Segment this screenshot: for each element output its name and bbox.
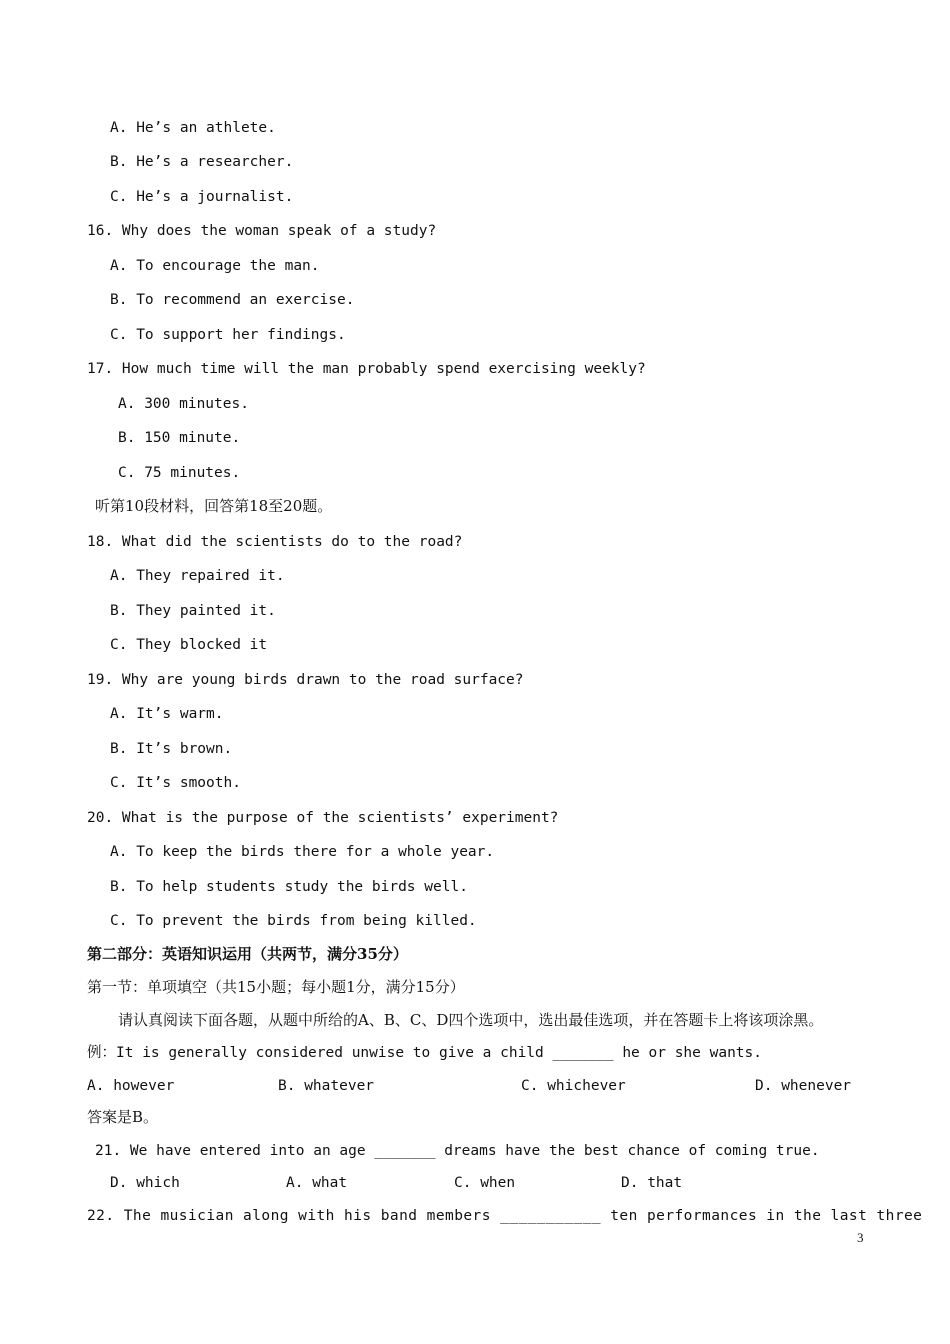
q18-option-b: B. They painted it.	[110, 603, 276, 619]
instructions: 请认真阅读下面各题，从题中所给的A、B、C、D四个选项中，选出最佳选项，并在答题卡上将该项涂黑。	[118, 1011, 824, 1029]
q16-option-a: A. To encourage the man.	[110, 258, 320, 274]
q18-option-c: C. They blocked it	[110, 637, 268, 653]
q16-option-b: B. To recommend an exercise.	[110, 292, 355, 308]
example-option-a: A. however	[87, 1078, 175, 1094]
example-stem: 例：It is generally considered unwise to give a child _______ he or she wants.	[87, 1045, 763, 1061]
example-answer: 答案是B。	[87, 1108, 159, 1126]
q19-option-c: C. It’s smooth.	[110, 775, 241, 791]
q17-option-b: B. 150 minute.	[118, 430, 241, 446]
q21-option-1: D. which	[110, 1175, 180, 1191]
q21-stem: 21. We have entered into an age _______ dreams have the best chance of coming true.	[95, 1143, 820, 1159]
q20-option-b: B. To help students study the birds well.	[110, 879, 468, 895]
q20-stem: 20. What is the purpose of the scientists’ experiment?	[87, 810, 559, 826]
q19-stem: 19. Why are young birds drawn to the road surface?	[87, 672, 524, 688]
example-option-d: D. whenever	[755, 1078, 852, 1094]
q18-stem: 18. What did the scientists do to the road?	[87, 534, 463, 550]
q15-option-b: B. He’s a researcher.	[110, 154, 294, 170]
q17-option-a: A. 300 minutes.	[118, 396, 249, 412]
q20-option-a: A. To keep the birds there for a whole year.	[110, 844, 495, 860]
q21-option-3: C. when	[454, 1175, 516, 1191]
q22-stem: 22. The musician along with his band members ___________ ten performances in the last three	[87, 1208, 923, 1224]
example-option-b: B. whatever	[278, 1078, 375, 1094]
q19-option-a: A. It’s warm.	[110, 706, 224, 722]
q18-option-a: A. They repaired it.	[110, 568, 285, 584]
q21-option-2: A. what	[286, 1175, 348, 1191]
q17-option-c: C. 75 minutes.	[118, 465, 241, 481]
q19-option-b: B. It’s brown.	[110, 741, 233, 757]
example-option-c: C. whichever	[521, 1078, 626, 1094]
page-number: 3	[857, 1230, 864, 1245]
part2-heading: 第二部分：英语知识运用（共两节，满分35分）	[87, 945, 408, 963]
q16-stem: 16. Why does the woman speak of a study?	[87, 223, 437, 239]
q15-option-a: A. He’s an athlete.	[110, 120, 276, 136]
q17-stem: 17. How much time will the man probably spend exercising weekly?	[87, 361, 646, 377]
q21-option-4: D. that	[621, 1175, 683, 1191]
section1-heading: 第一节：单项填空（共15小题；每小题1分，满分15分）	[87, 978, 465, 996]
q15-option-c: C. He’s a journalist.	[110, 189, 294, 205]
q16-option-c: C. To support her findings.	[110, 327, 346, 343]
q20-option-c: C. To prevent the birds from being killed.	[110, 913, 477, 929]
section10-instruction: 听第10段材料，回答第18至20题。	[95, 497, 333, 515]
